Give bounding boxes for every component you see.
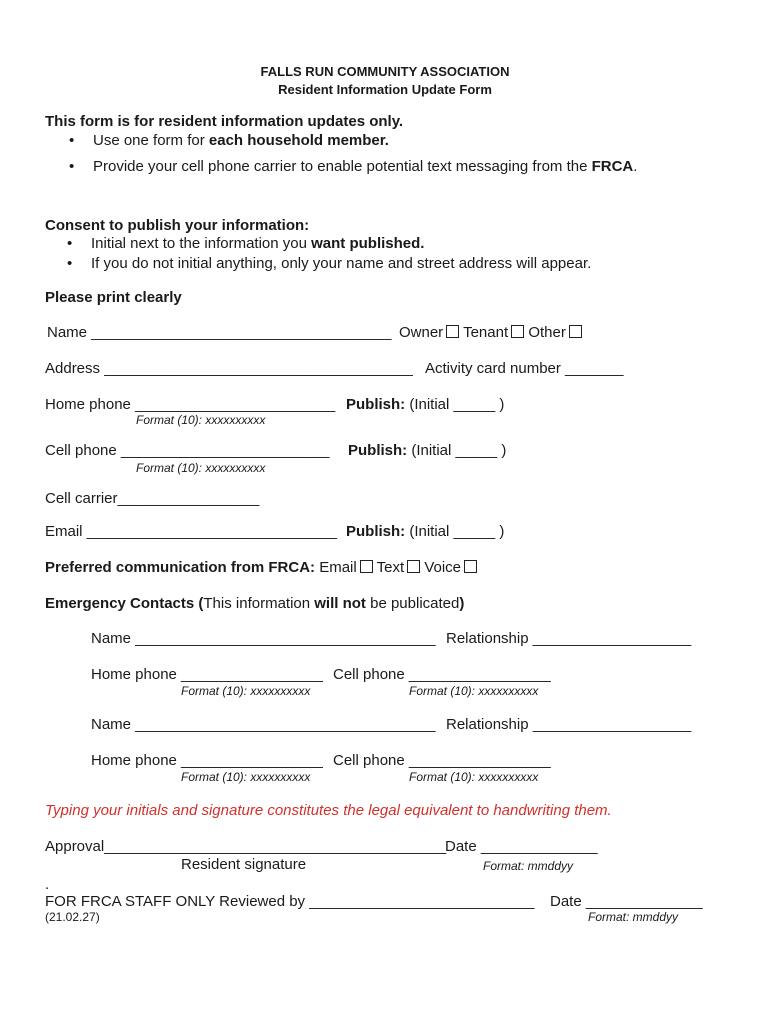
email-publish[interactable]	[346, 523, 504, 540]
preferred-communication	[45, 559, 477, 576]
emergency-heading-post: be publicated	[365, 595, 460, 612]
publish-label: Publish:	[346, 396, 406, 413]
intro-b1-bold: each household member.	[208, 132, 389, 149]
approval-signature-field[interactable]: Approval_________________________________________	[45, 838, 447, 855]
ec1-home-format: Format (10): xxxxxxxxxx	[181, 684, 311, 698]
pref-email-checkbox[interactable]	[360, 560, 373, 573]
staff-date-format: Format: mmddyy	[588, 910, 679, 924]
cell-phone-format: Format (10): xxxxxxxxxx	[136, 461, 266, 475]
emergency-heading-close: )	[459, 595, 465, 612]
emergency-heading-bold: will not	[314, 595, 366, 612]
owner-label: Owner	[399, 324, 444, 341]
approval-date-field[interactable]: Date ______________	[445, 838, 598, 855]
pref-voice-label: Voice	[424, 559, 462, 576]
consent-b1-bold: want published.	[311, 235, 425, 252]
intro-heading: This form is for resident information updates only.	[45, 113, 404, 130]
ec1-cell-format: Format (10): xxxxxxxxxx	[409, 684, 539, 698]
intro-bullet-2	[93, 158, 637, 175]
intro-b2-bold: FRCA	[591, 158, 634, 175]
ec1-relationship-field[interactable]: Relationship ___________________	[446, 630, 692, 647]
home-phone-field[interactable]: Home phone ________________________	[45, 396, 336, 413]
emergency-heading-mid: This information	[203, 595, 315, 612]
cell-phone-publish[interactable]	[348, 442, 506, 459]
home-phone-publish[interactable]	[346, 396, 504, 413]
owner-checkbox[interactable]	[446, 325, 459, 338]
consent-bullet-2: • If you do not initial anything, only your name and street address will appear.	[91, 255, 591, 272]
resident-signature-label: Resident signature	[181, 856, 307, 873]
pref-voice-checkbox[interactable]	[464, 560, 477, 573]
home-phone-format: Format (10): xxxxxxxxxx	[136, 413, 266, 427]
staff-reviewed-field[interactable]: FOR FRCA STAFF ONLY Reviewed by ___________________________	[45, 893, 535, 910]
ec2-home-format: Format (10): xxxxxxxxxx	[181, 770, 311, 784]
cell-carrier-field[interactable]: Cell carrier_________________	[45, 490, 260, 507]
intro-b2-post: .	[633, 158, 638, 175]
staff-dot: .	[45, 876, 50, 893]
ec1-home-phone-field[interactable]: Home phone _________________	[91, 666, 323, 683]
legal-notice: Typing your initials and signature constitutes the legal equivalent to handwriting them.	[45, 802, 612, 819]
other-label: Other	[528, 324, 566, 341]
consent-heading: Consent to publish your information:	[45, 217, 310, 234]
address-field[interactable]: Address _____________________________________	[45, 360, 413, 377]
ec2-relationship-field[interactable]: Relationship ___________________	[446, 716, 692, 733]
intro-bullet-1	[93, 132, 389, 149]
tenant-checkbox[interactable]	[511, 325, 524, 338]
consent-bullet-1	[91, 235, 424, 252]
approval-date-format: Format: mmddyy	[483, 859, 574, 873]
org-title: FALLS RUN COMMUNITY ASSOCIATION	[260, 64, 510, 79]
publish-initial: (Initial _____ )	[409, 523, 505, 540]
tenant-label: Tenant	[463, 324, 509, 341]
publish-initial: (Initial _____ )	[411, 442, 507, 459]
cell-phone-field[interactable]: Cell phone _________________________	[45, 442, 330, 459]
pref-text-checkbox[interactable]	[407, 560, 420, 573]
pref-label: Preferred communication from FRCA:	[45, 559, 316, 576]
pref-email-label: Email	[319, 559, 357, 576]
ec2-home-phone-field[interactable]: Home phone _________________	[91, 752, 323, 769]
ec2-cell-format: Format (10): xxxxxxxxxx	[409, 770, 539, 784]
activity-card-field[interactable]: Activity card number _______	[425, 360, 624, 377]
intro-b2-text: Provide your cell phone carrier to enable potential text messaging from the	[93, 158, 592, 175]
staff-date-field[interactable]: Date ______________	[550, 893, 703, 910]
ec2-name-field[interactable]: Name ____________________________________	[91, 716, 436, 733]
print-clearly: Please print clearly	[45, 289, 182, 306]
ec1-name-field[interactable]: Name ____________________________________	[91, 630, 436, 647]
intro-b1-text: Use one form for	[93, 132, 209, 149]
publish-initial: (Initial _____ )	[409, 396, 505, 413]
ec2-cell-phone-field[interactable]: Cell phone _________________	[333, 752, 551, 769]
emergency-heading	[45, 595, 464, 612]
ec1-cell-phone-field[interactable]: Cell phone _________________	[333, 666, 551, 683]
form-title: Resident Information Update Form	[278, 82, 492, 97]
pref-text-label: Text	[376, 559, 405, 576]
name-field[interactable]: Name ____________________________________	[47, 324, 392, 341]
form-version: (21.02.27)	[45, 910, 100, 924]
publish-label: Publish:	[348, 442, 408, 459]
publish-label: Publish:	[346, 523, 406, 540]
consent-b1-text: Initial next to the information you	[91, 235, 312, 252]
other-checkbox[interactable]	[569, 325, 582, 338]
emergency-heading-pre: Emergency Contacts (	[45, 595, 204, 612]
email-field[interactable]: Email ______________________________	[45, 523, 337, 540]
resident-type	[399, 324, 582, 341]
